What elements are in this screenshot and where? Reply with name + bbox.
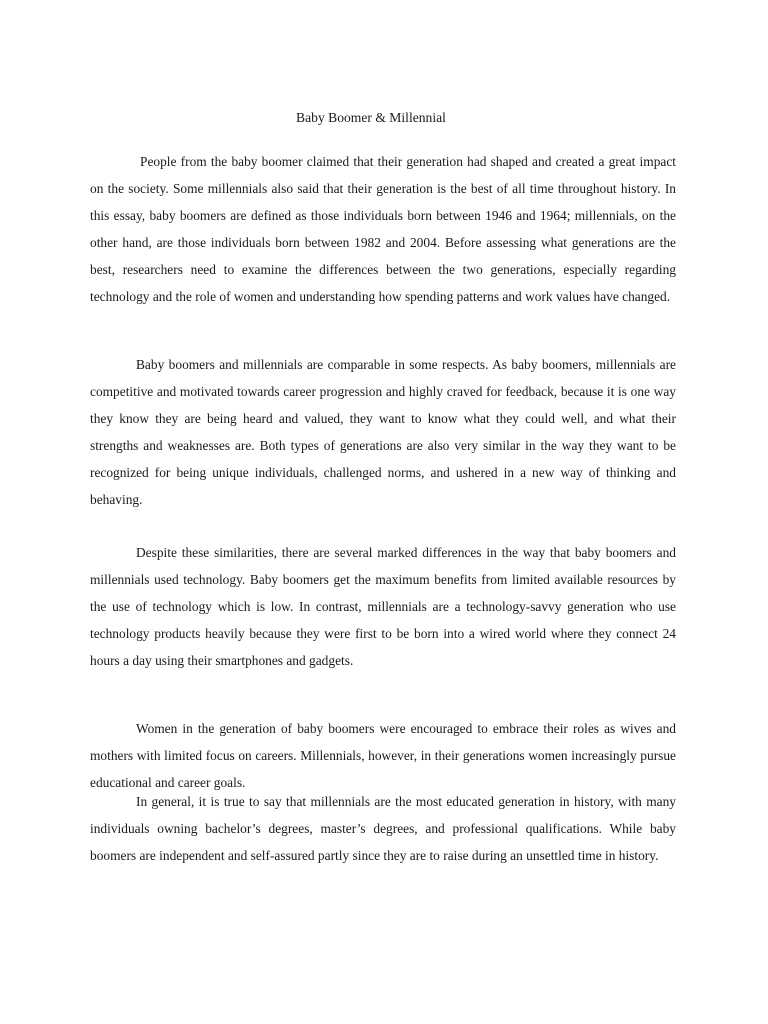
paragraph-women: Women in the generation of baby boomers were encouraged to embrace their roles as wives and mothers with limited focus on careers. Millennials, however, in their generations women increasingly pursue educational and career goals.: [90, 721, 676, 790]
document-title: Baby Boomer & Millennial: [296, 110, 446, 125]
paragraph-similarities: Baby boomers and millennials are comparable in some respects. As baby boomers, millennials are competitive and motivated towards career progression and highly craved for feedback, because it is one way they know they are being heard and valued, they want to know what they could well, and what their strengths and weaknesses are. Both types of generations are also very similar in the way they want to be recognized for being unique individuals, challenged norms, and ushered in a new way of thinking and behaving.: [90, 357, 676, 507]
paragraph-education: In general, it is true to say that millennials are the most educated generation in history, with many individuals owning bachelor’s degrees, master’s degrees, and professional qualifications. While baby boomers are independent and self-assured partly since they are to raise during an unsettled time in history.: [90, 794, 676, 863]
paragraph-introduction: People from the baby boomer claimed that their generation had shaped and created a great impact on the society. Some millennials also said that their generation is the best of all time throughout history. In this essay, baby boomers are defined as those individuals born between 1946 and 1964; millennials, on the other hand, are those individuals born between 1982 and 2004. Before assessing what generations are the best, researchers need to examine the differences between the two generations, especially regarding technology and the role of women and understanding how spending patterns and work values have changed.: [90, 154, 676, 304]
paragraph-technology: Despite these similarities, there are several marked differences in the way that baby boomers and millennials used technology. Baby boomers get the maximum benefits from limited available resources by the use of technology which is low. In contrast, millennials are a technology-savvy generation who use technology products heavily because they were first to be born into a wired world where they connect 24 hours a day using their smartphones and gadgets.: [90, 545, 676, 668]
